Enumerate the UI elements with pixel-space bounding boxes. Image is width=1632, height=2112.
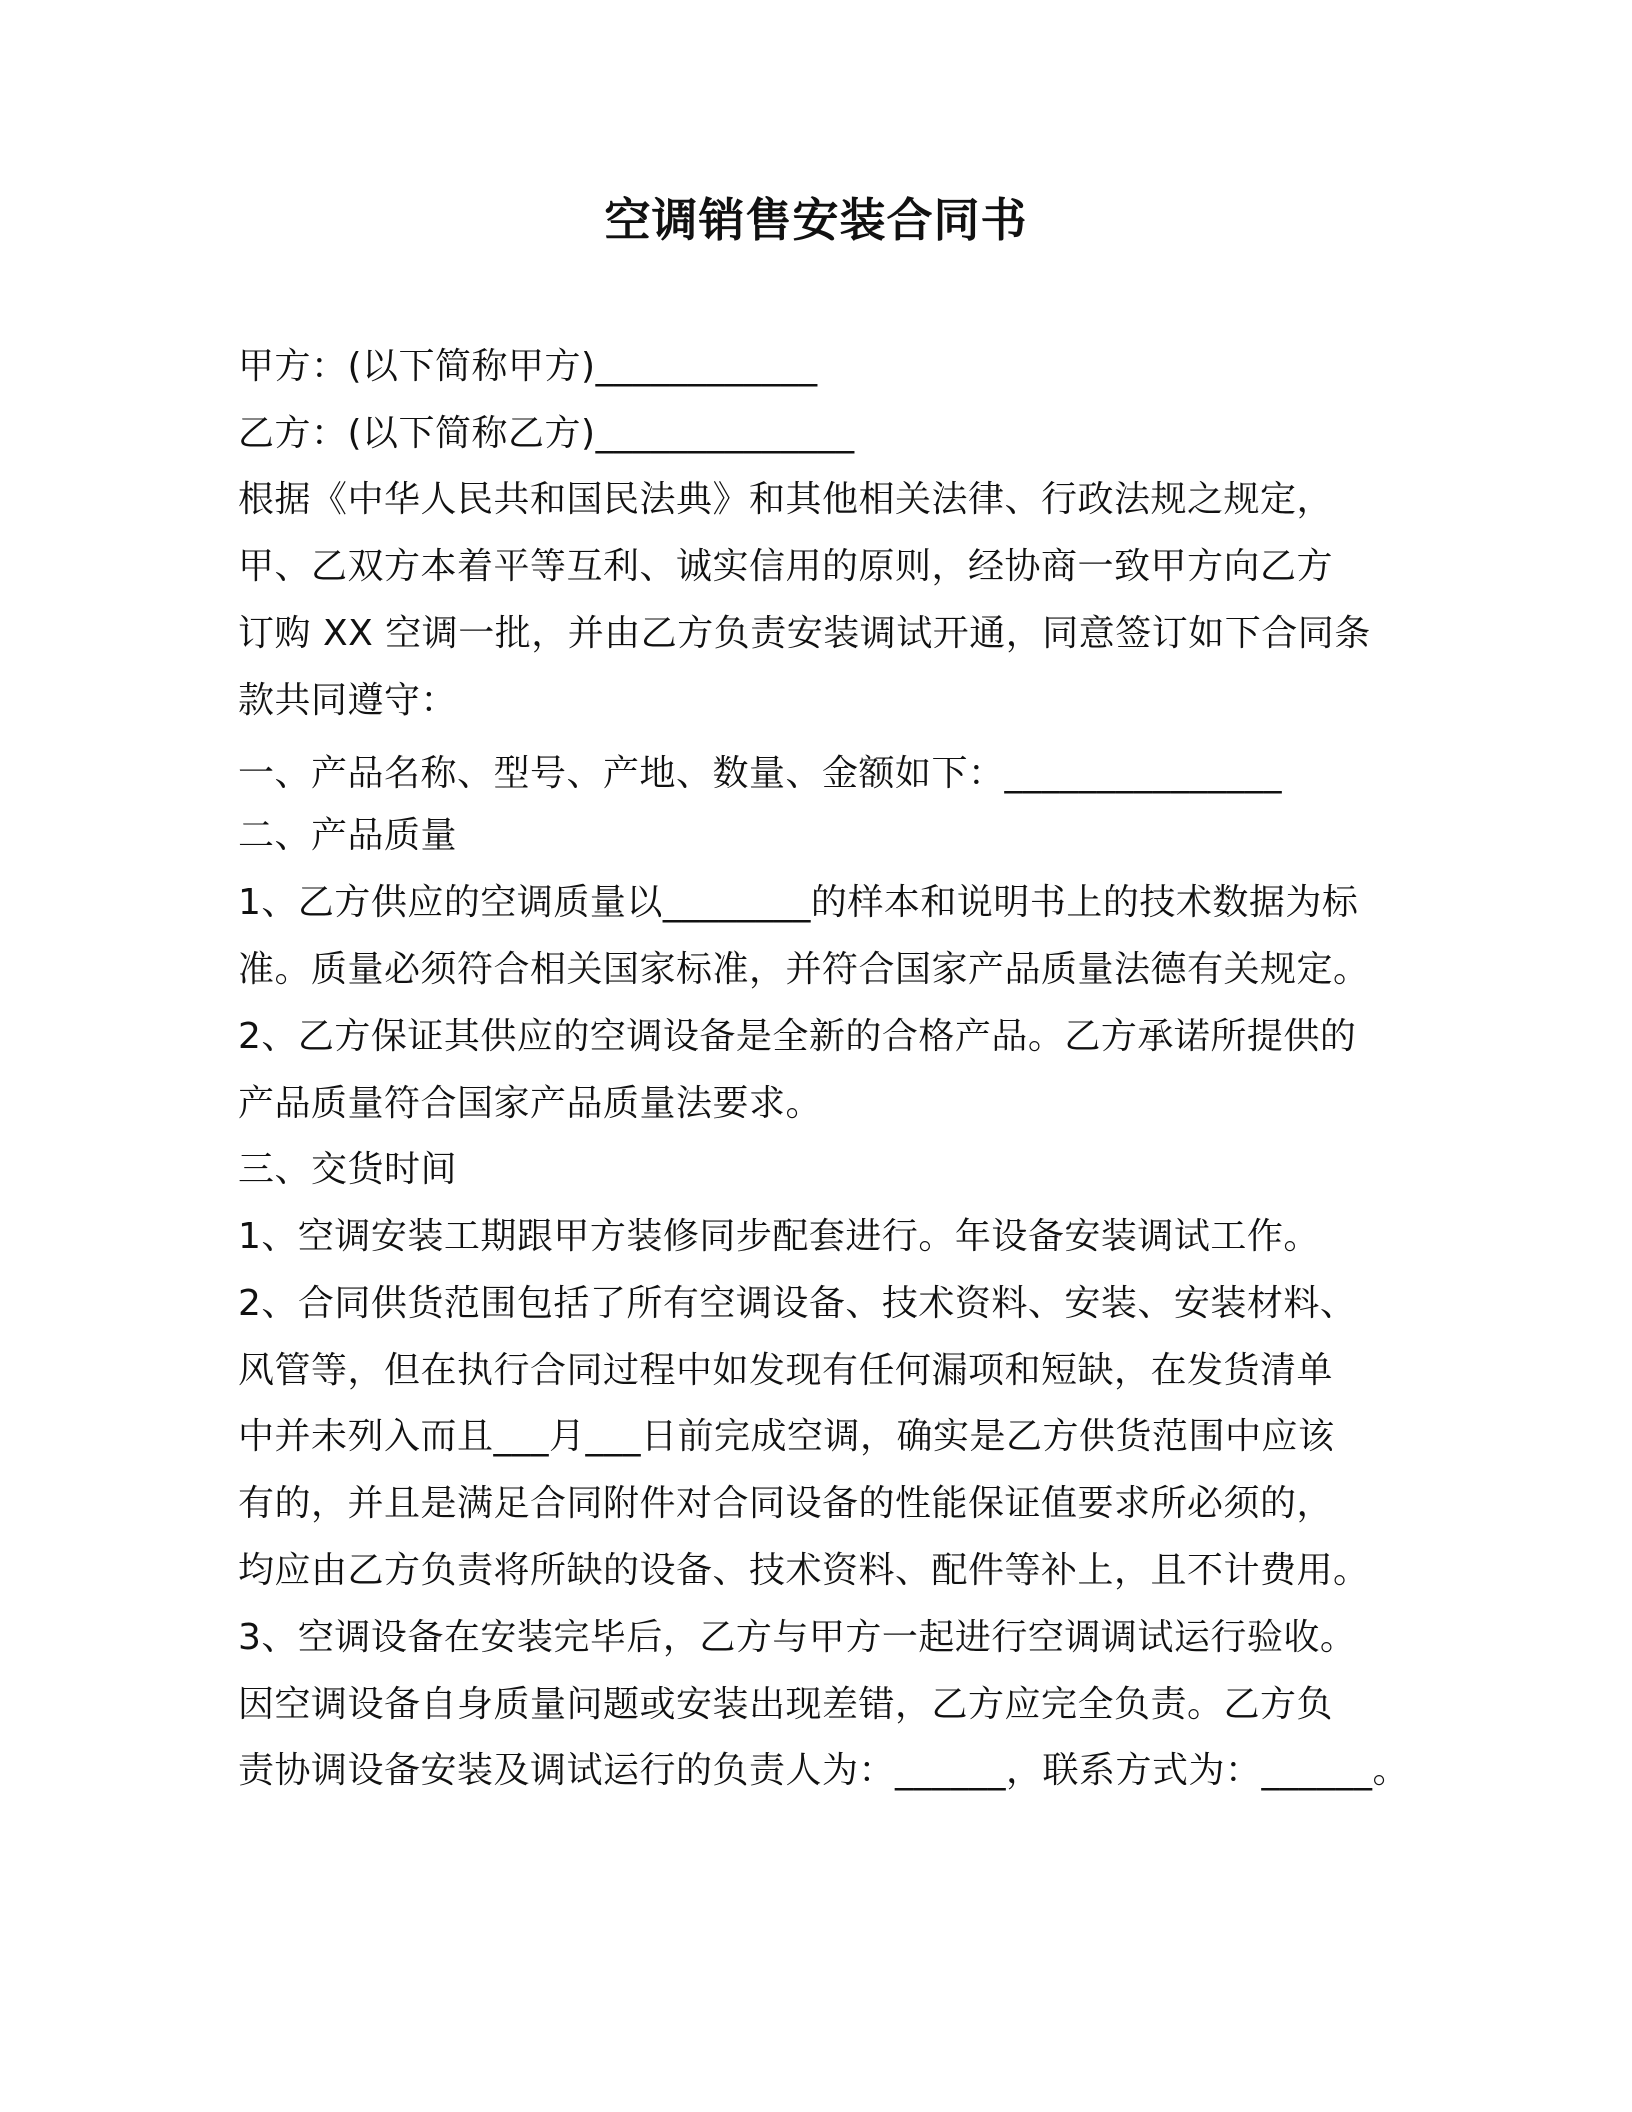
party-b-line: 乙方：(以下简称乙方)______________ <box>238 413 855 454</box>
preamble-line-2: 甲、乙双方本着平等互利、诚实信用的原则，经协商一致甲方向乙方 <box>238 546 1334 587</box>
document-title: 空调销售安装合同书 <box>604 193 1028 247</box>
preamble-line-4: 款共同遵守： <box>238 680 458 721</box>
quality-clause-1-line-1: 1、乙方供应的空调质量以________的样本和说明书上的技术数据为标 <box>238 882 1359 923</box>
preamble-line-3: 订购 XX 空调一批，并由乙方负责安装调试开通，同意签订如下合同条 <box>238 613 1371 654</box>
preamble-line-1: 根据《中华人民共和国民法典》和其他相关法律、行政法规之规定， <box>238 479 1334 520</box>
delivery-clause-2-line-4: 有的，并且是满足合同附件对合同设备的性能保证值要求所必须的， <box>238 1483 1334 1524</box>
delivery-clause-3-line-1: 3、空调设备在安装完毕后，乙方与甲方一起进行空调调试运行验收。 <box>238 1617 1357 1658</box>
delivery-clause-2-line-3: 中并未列入而且___月___日前完成空调，确实是乙方供货范围中应该 <box>238 1416 1335 1457</box>
delivery-clause-1: 1、空调安装工期跟甲方装修同步配套进行。年设备安装调试工作。 <box>238 1216 1320 1257</box>
quality-clause-2-line-2: 产品质量符合国家产品质量法要求。 <box>238 1083 823 1124</box>
delivery-clause-2-line-5: 均应由乙方负责将所缺的设备、技术资料、配件等补上，且不计费用。 <box>238 1550 1370 1591</box>
quality-clause-2-line-1: 2、乙方保证其供应的空调设备是全新的合格产品。乙方承诺所提供的 <box>238 1016 1357 1057</box>
delivery-clause-3-line-2: 因空调设备自身质量问题或安装出现差错，乙方应完全负责。乙方负 <box>238 1684 1334 1725</box>
quality-clause-1-line-2: 准。质量必须符合相关国家标准，并符合国家产品质量法德有关规定。 <box>238 949 1370 990</box>
delivery-clause-2-line-2: 风管等，但在执行合同过程中如发现有任何漏项和短缺，在发货清单 <box>238 1350 1334 1391</box>
party-a-line: 甲方：(以下简称甲方)____________ <box>238 346 818 387</box>
delivery-clause-3-line-3: 责协调设备安装及调试运行的负责人为：______，联系方式为：______。 <box>238 1750 1410 1791</box>
section-2-heading: 二、产品质量 <box>238 815 458 856</box>
section-3-heading: 三、交货时间 <box>238 1149 458 1190</box>
delivery-clause-2-line-1: 2、合同供货范围包括了所有空调设备、技术资料、安装、安装材料、 <box>238 1283 1357 1324</box>
section-1-heading: 一、产品名称、型号、产地、数量、金额如下：_______________ <box>238 753 1283 794</box>
